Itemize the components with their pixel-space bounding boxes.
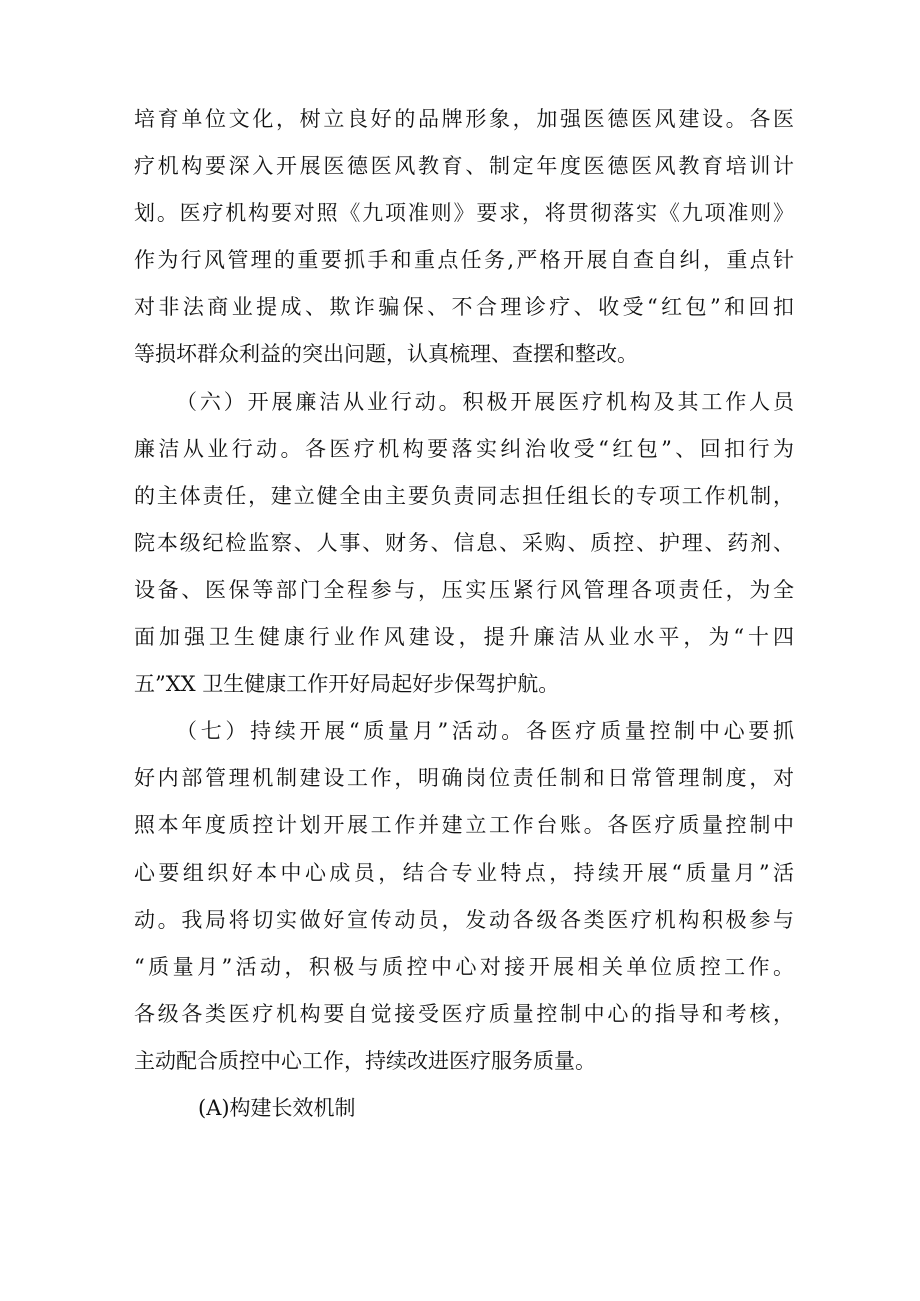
section-heading: (A)构建长效机制 [198, 1095, 356, 1120]
text-line: （六）开展廉洁从业行动。积极开展医疗机构及其工作人员 [176, 389, 794, 414]
text-line: 等损坏群众利益的突出问题，认真梳理、查摆和整改。 [134, 342, 638, 367]
paragraph-integrity [134, 379, 794, 709]
text-line: 好内部管理机制建设工作，明确岗位责任制和日常管理制度，对 [134, 766, 794, 791]
text-line: 心要组织好本中心成员，结合专业特点，持续开展“质量月”活 [134, 860, 794, 885]
text-line: 照本年度质控计划开展工作并建立工作台账。各医疗质量控制中 [134, 813, 794, 838]
text-line: 五”XX 卫生健康工作开好局起好步保驾护航。 [134, 672, 560, 697]
document-body [134, 96, 794, 1132]
text-line: 疗机构要深入开展医德医风教育、制定年度医德医风教育培训计 [134, 154, 794, 179]
text-line: 作为行风管理的重要抓手和重点任务,严格开展自查自纠，重点针 [134, 248, 794, 273]
text-line: 的主体责任，建立健全由主要负责同志担任组长的专项工作机制， [134, 483, 794, 508]
paragraph-culture [134, 96, 794, 379]
text-line: 设备、医保等部门全程参与，压实压紧行风管理各项责任，为全 [134, 577, 794, 602]
paragraph-quality-month [134, 708, 794, 1085]
text-line: 划。医疗机构要对照《九项准则》要求，将贯彻落实《九项准则》 [134, 201, 794, 226]
text-line: 各级各类医疗机构要自觉接受医疗质量控制中心的指导和考核， [134, 1001, 794, 1026]
text-line: 动。我局将切实做好宣传动员，发动各级各类医疗机构积极参与 [134, 907, 794, 932]
text-line: 主动配合质控中心工作，持续改进医疗服务质量。 [134, 1048, 596, 1073]
text-line: “质量月”活动，积极与质控中心对接开展相关单位质控工作。 [134, 954, 794, 979]
text-line: 培育单位文化，树立良好的品牌形象，加强医德医风建设。各医 [134, 107, 794, 131]
text-line: 廉洁从业行动。各医疗机构要落实纠治收受“红包”、回扣行为 [134, 436, 794, 461]
text-line: 面加强卫生健康行业作风建设，提升廉洁从业水平，为“十四 [134, 625, 794, 650]
text-line: （七）持续开展“质量月”活动。各医疗质量控制中心要抓 [176, 719, 794, 744]
text-line: 对非法商业提成、欺诈骗保、不合理诊疗、收受“红包”和回扣 [134, 295, 794, 320]
text-line: 院本级纪检监察、人事、财务、信息、采购、质控、护理、药剂、 [134, 530, 794, 555]
